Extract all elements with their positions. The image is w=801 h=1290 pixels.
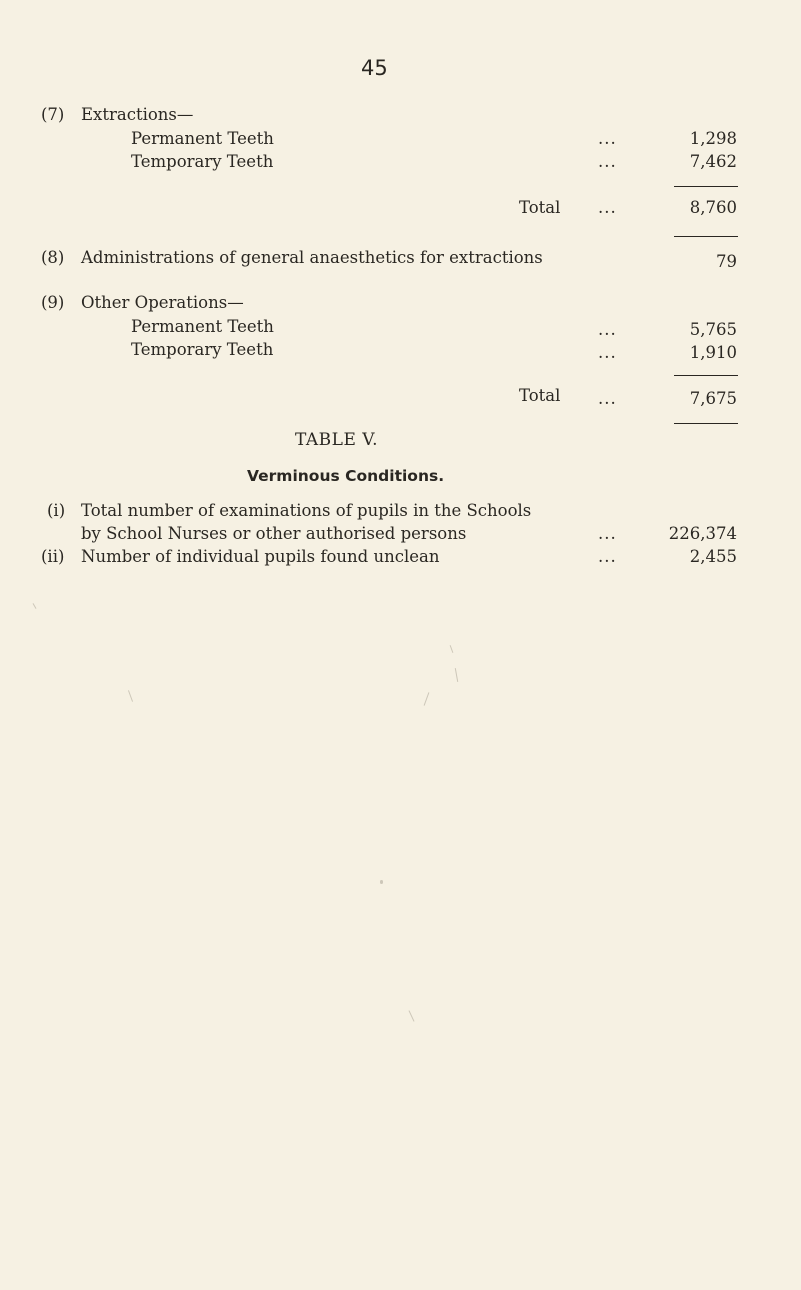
section-9-total-rule-top — [674, 375, 738, 376]
section-7-total-rule-bottom — [674, 236, 738, 237]
section-7-total-dots: ... — [598, 198, 617, 217]
scan-mark — [409, 1010, 415, 1021]
section-9-temporary-label: Temporary Teeth — [131, 340, 274, 359]
section-9-permanent-label: Permanent Teeth — [131, 317, 274, 336]
section-7-temporary-label: Temporary Teeth — [131, 152, 274, 171]
section-9-total-dots: ... — [598, 389, 617, 408]
section-9-total-rule-bottom — [674, 423, 738, 424]
item-i-dots: ... — [598, 524, 617, 543]
section-7-temporary-dots: ... — [598, 152, 617, 171]
section-8-title: Administrations of general anaesthetics for extractions — [81, 248, 543, 267]
section-7-permanent-dots: ... — [598, 129, 617, 148]
item-ii-label: (ii) — [41, 547, 65, 566]
item-ii-line1: Number of individual pupils found unclean — [81, 547, 440, 566]
section-7-title: Extractions— — [81, 105, 194, 124]
section-9-label: (9) — [41, 293, 65, 312]
scan-mark — [455, 668, 458, 682]
section-7-total-value: 8,760 — [689, 198, 737, 217]
section-7-total-rule-top — [674, 186, 738, 187]
section-7-permanent-value: 1,298 — [689, 129, 737, 148]
item-ii-value: 2,455 — [689, 547, 737, 566]
page-number: 45 — [361, 56, 388, 80]
section-9-total-value: 7,675 — [689, 389, 737, 408]
section-9-temporary-dots: ... — [598, 343, 617, 362]
item-i-value: 226,374 — [668, 524, 737, 543]
item-i-label: (i) — [47, 501, 66, 520]
section-7-label: (7) — [41, 105, 65, 124]
section-7-permanent-label: Permanent Teeth — [131, 129, 274, 148]
section-9-permanent-dots: ... — [598, 320, 617, 339]
scan-mark — [380, 880, 383, 884]
scan-mark — [424, 692, 430, 705]
scan-mark — [128, 690, 133, 702]
item-i-line1: Total number of examinations of pupils in the Schools — [81, 501, 532, 520]
section-7-temporary-value: 7,462 — [689, 152, 737, 171]
table-title: TABLE V. — [295, 430, 378, 450]
section-8-label: (8) — [41, 248, 65, 267]
section-8-value: 79 — [716, 252, 737, 271]
section-7-total-label: Total — [519, 198, 561, 217]
section-9-temporary-value: 1,910 — [689, 343, 737, 362]
section-9-permanent-value: 5,765 — [689, 320, 737, 339]
scan-mark — [33, 603, 37, 609]
table-subtitle: Verminous Conditions. — [247, 467, 445, 485]
section-9-total-label: Total — [519, 386, 561, 405]
item-ii-dots: ... — [598, 547, 617, 566]
scan-mark — [450, 645, 454, 653]
item-i-line2: by School Nurses or other authorised persons — [81, 524, 467, 543]
section-9-title: Other Operations— — [81, 293, 244, 312]
